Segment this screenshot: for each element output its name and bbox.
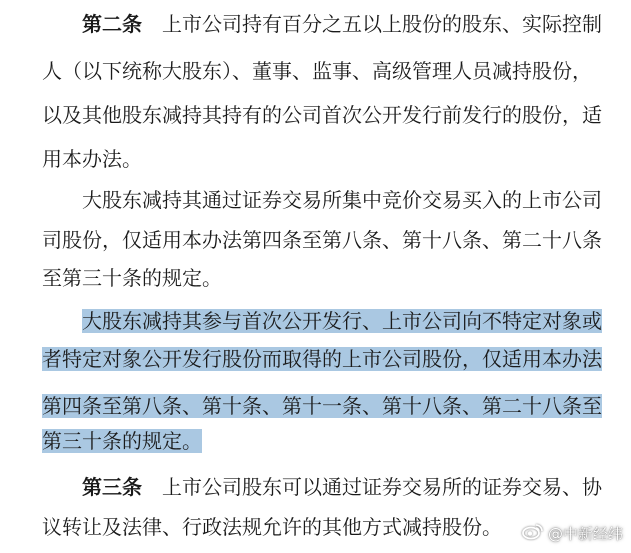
article-2-p2-line-3 [42,264,222,292]
article-2-p2-line-1 [82,186,602,214]
article-3-line-1 [82,473,602,501]
article-2-p2-text-3: 至第三十条的规定。 [42,266,222,290]
watermark [522,520,623,546]
article-2-p3-line-3 [42,392,602,420]
article-2-line-1 [82,10,602,38]
article-2-p1-text-4: 用本办法。 [42,147,142,171]
article-2-line-3 [42,101,602,129]
highlighted-text-3: 第四条至第八条、第十条、第十一条、第十八条、第二十八条至 [42,394,602,418]
article-2-heading: 第二条 [82,12,142,36]
article-2-p1-text-1: 上市公司持有百分之五以上股份的股东、实际控制 [162,12,602,36]
article-3-text-1: 上市公司股东可以通过证券交易所的证券交易、协 [162,475,602,499]
article-3-line-2 [42,513,502,541]
article-2-p1-text-2: 人（以下统称大股东）、董事、监事、高级管理人员减持股份， [42,59,592,83]
article-2-p3-line-1 [82,307,602,335]
article-2-line-2 [42,57,592,85]
article-2-p3-line-4 [42,427,202,455]
highlighted-text-4: 第三十条的规定。 [42,429,202,453]
article-2-line-4 [42,145,142,173]
article-2-p2-text-2: 司股份，仅适用本办法第四条至第八条、第十八条、第二十八条 [42,228,602,252]
article-3-heading: 第三条 [82,475,142,499]
watermark-text: @中新经纬 [547,524,623,543]
weibo-icon [522,522,544,544]
article-2-p1-text-3: 以及其他股东减持其持有的公司首次公开发行前发行的股份，适 [42,103,602,127]
highlighted-text-2: 者特定对象公开发行股份而取得的上市公司股份，仅适用本办法 [42,347,602,371]
article-2-p3-line-2 [42,345,602,373]
article-2-p2-text-1: 大股东减持其通过证券交易所集中竞价交易买入的上市公司 [82,188,602,212]
highlighted-text-1: 大股东减持其参与首次公开发行、上市公司向不特定对象或 [82,309,602,333]
article-3-text-2: 议转让及法律、行政法规允许的其他方式减持股份。 [42,515,502,539]
article-2-p2-line-2 [42,226,602,254]
